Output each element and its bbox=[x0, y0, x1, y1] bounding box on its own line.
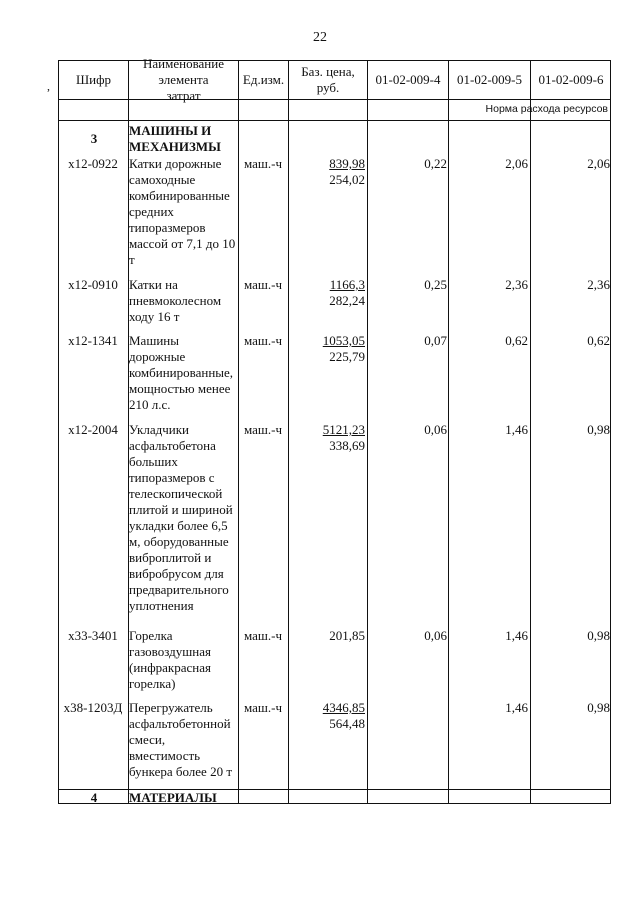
row-code: х12-0922 bbox=[68, 156, 118, 171]
row-value-3: 0,62 bbox=[587, 333, 610, 348]
row-code: х12-2004 bbox=[68, 422, 118, 437]
row-price-sub: 564,48 bbox=[329, 716, 365, 731]
row-value-1: 0,25 bbox=[424, 277, 447, 292]
row-value-2: 2,06 bbox=[505, 156, 528, 171]
row-name: Катки дорожные самоходные комбинированные средних типоразмеров массой от 7,1 до 10 т bbox=[129, 156, 236, 267]
section-number: 3 bbox=[90, 131, 98, 146]
row-price-base: 1053,05 bbox=[322, 333, 365, 348]
row-value-2: 2,36 bbox=[505, 277, 528, 292]
row-name: Катки на пневмоколесном ходу 16 т bbox=[129, 277, 222, 324]
row-unit: маш.-ч bbox=[243, 700, 283, 715]
row-value-2: 0,62 bbox=[505, 333, 528, 348]
margin-mark: , bbox=[47, 79, 50, 93]
section-title: МАШИНЫ И МЕХАНИЗМЫ bbox=[129, 123, 221, 154]
column-divider bbox=[288, 61, 289, 803]
row-price-base: 839,98 bbox=[329, 156, 365, 171]
header-unit: Ед.изм. bbox=[242, 72, 285, 87]
row-value-3: 0,98 bbox=[587, 628, 610, 643]
row-price-base: 201,85 bbox=[329, 628, 365, 643]
row-price-base: 1166,3 bbox=[329, 277, 365, 292]
section-title: МАТЕРИАЛЫ bbox=[129, 790, 217, 805]
row-value-1: 0,06 bbox=[424, 422, 447, 437]
row-value-2: 1,46 bbox=[505, 422, 528, 437]
row-code: х12-0910 bbox=[68, 277, 118, 292]
row-unit: маш.-ч bbox=[243, 333, 283, 348]
row-price-base: 4346,85 bbox=[322, 700, 365, 715]
row-value-3: 2,06 bbox=[587, 156, 610, 171]
row-value-1: 0,06 bbox=[424, 628, 447, 643]
row-price-sub: 225,79 bbox=[329, 349, 365, 364]
row-price-sub: 338,69 bbox=[329, 438, 365, 453]
row-value-2: 1,46 bbox=[505, 628, 528, 643]
section-number: 4 bbox=[90, 790, 98, 805]
header-code: Шифр bbox=[76, 72, 111, 87]
header-col2: 01-02-009-5 bbox=[457, 72, 522, 87]
header-col3: 01-02-009-6 bbox=[538, 72, 604, 87]
row-code: х38-1203Д bbox=[63, 700, 123, 715]
norma-label: Норма расхода ресурсов bbox=[485, 103, 608, 115]
row-price-base: 5121,23 bbox=[322, 422, 365, 437]
row-code: х33-3401 bbox=[68, 628, 118, 643]
resource-table bbox=[58, 56, 611, 805]
row-unit: маш.-ч bbox=[243, 277, 283, 292]
header-name: Наименование элемента затрат bbox=[143, 56, 224, 103]
row-value-1: 0,22 bbox=[424, 156, 447, 171]
row-value-1: 0,07 bbox=[424, 333, 447, 348]
header-price: Баз. цена, руб. bbox=[301, 64, 355, 95]
header-col1: 01-02-009-4 bbox=[375, 72, 441, 87]
row-unit: маш.-ч bbox=[243, 422, 283, 437]
row-unit: маш.-ч bbox=[243, 628, 283, 643]
row-price-sub: 282,24 bbox=[329, 293, 365, 308]
row-name: Укладчики асфальтобетона больших типоразмеров с телескопической плитой и шириной укладки более 6,5 м, оборудованные виброплитой и вибробрусом для предварительного уплотнения bbox=[129, 422, 233, 613]
header-divider bbox=[59, 120, 610, 121]
page-number: 22 bbox=[313, 30, 327, 45]
row-value-3: 2,36 bbox=[587, 277, 610, 292]
row-code: х12-1341 bbox=[68, 333, 118, 348]
row-unit: маш.-ч bbox=[243, 156, 283, 171]
row-value-3: 0,98 bbox=[587, 422, 610, 437]
row-value-2: 1,46 bbox=[505, 700, 528, 715]
row-price-sub: 254,02 bbox=[329, 172, 365, 187]
row-name: Машины дорожные комбинированные, мощностью менее 210 л.с. bbox=[129, 333, 234, 412]
row-name: Горелка газовоздушная (инфракрасная горелка) bbox=[129, 628, 211, 691]
row-value-3: 0,98 bbox=[587, 700, 610, 715]
row-name: Перегружатель асфальтобетонной смеси, вместимость бункера более 20 т bbox=[129, 700, 233, 779]
